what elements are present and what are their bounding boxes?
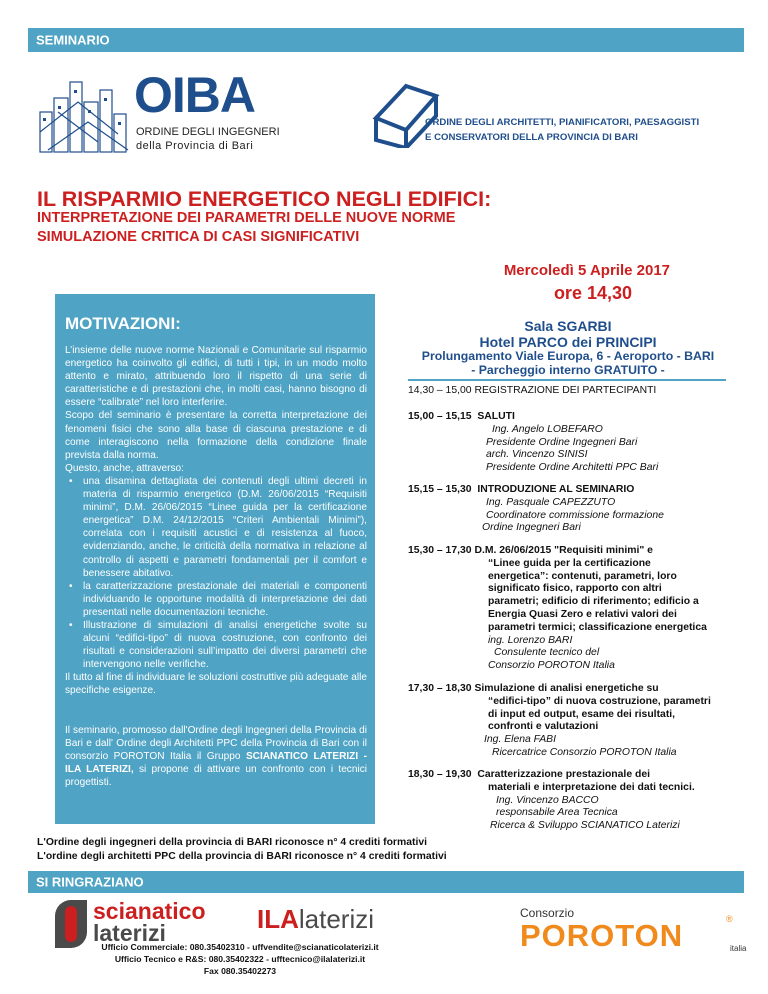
speaker-line: Presidente Ordine Ingegneri Bari: [486, 436, 638, 448]
session-desc: “Linee guida per la certificazione: [488, 557, 651, 569]
speaker-line: Ing. Pasquale CAPEZZUTO: [486, 496, 616, 508]
session-title: INTRODUZIONE AL SEMINARIO: [477, 484, 635, 495]
session-desc: di input ed output, esame dei risultati,: [488, 708, 676, 720]
motivazioni-list: [65, 475, 367, 671]
scianatico-word2: laterizi: [93, 920, 166, 946]
session-title: Caratterizzazione prestazionale dei: [477, 769, 650, 780]
registered-icon: ®: [726, 914, 733, 924]
program-session-2: [408, 411, 728, 475]
architects-line1: ORDINE DEGLI ARCHITETTI, PIANIFICATORI, PAESAGGISTI: [425, 117, 700, 128]
oiba-logo: [38, 67, 298, 156]
session-desc: parametri termici; classificazione energetica: [488, 621, 707, 633]
oiba-mark: OIBA: [134, 67, 255, 123]
speaker-line: Coordinatore commissione formazione: [486, 509, 664, 521]
session-desc: “edifici-tipo” di nuova costruzione, parametri: [488, 695, 711, 707]
motivazioni-p4: Il tutto al fine di individuare le soluzioni costruttive più adeguate alle specifiche esigenze.: [65, 672, 367, 697]
ila-mark: ILA: [257, 904, 299, 934]
session-desc: Energia Quasi Zero e relativi valori dei: [488, 608, 677, 620]
oiba-line2: della Provincia di Bari: [136, 140, 254, 152]
subtitle-2: SIMULAZIONE CRITICA DI CASI SIGNIFICATIVI: [37, 229, 360, 245]
speaker-line: Ricerca & Sviluppo SCIANATICO Laterizi: [490, 820, 680, 832]
seminar-header-bar: [28, 28, 744, 52]
program-session-1: [408, 385, 728, 398]
contact-sales: Ufficio Commerciale: 080.35402310 - uffvendite@scianaticolaterizi.it: [101, 942, 379, 952]
ila-logo: [257, 904, 374, 935]
session-time: 15,00 – 15,15: [408, 411, 472, 422]
program-session-3: [408, 484, 728, 535]
program-session-4: [408, 545, 728, 673]
motivazioni-heading: MOTIVAZIONI:: [65, 314, 181, 333]
speaker-line: Ing. Vincenzo BACCO: [496, 794, 599, 806]
session-title: D.M. 26/06/2015 "Requisiti minimi" e: [474, 545, 653, 556]
architects-line2: E CONSERVATORI DELLA PROVINCIA DI BARI: [425, 132, 638, 143]
ila-word: laterizi: [298, 904, 375, 934]
event-time: ore 14,30: [553, 283, 632, 303]
motivazioni-p1: L’insieme delle nuove norme Nazionali e Comunitarie sul risparmio energetico ha coinvolto gli edifici, di tutti i tipi, in un modo molto attento e mirato, attribuendo loro il rispetto di una serie di caratteristiche e di prestazioni che, in molti casi, hanno bisogno di essere “calibrate” nel loro interferire.: [65, 345, 367, 409]
motivazioni-box: [55, 294, 375, 824]
poroton-sub: italia: [730, 944, 747, 953]
session-desc: confronti e valutazioni: [488, 721, 599, 733]
city-skyline-icon: [38, 72, 136, 156]
program-session-6: [408, 769, 728, 833]
session-title: SALUTI: [477, 411, 515, 422]
event-room: Sala SGARBI: [524, 318, 612, 334]
speaker-line: Ing. Elena FABI: [484, 734, 557, 746]
poroton-wordmark: POROTON: [520, 918, 684, 953]
session-desc: energetica”: contenuti, parametri, loro: [488, 570, 677, 582]
speaker-line: responsabile Area Tecnica: [496, 807, 618, 819]
sponsor-group-name: SCIANATICO LATERIZI - ILA LATERIZI,: [65, 750, 367, 775]
contact-fax: Fax 080.35402273: [203, 966, 277, 976]
credit-engineers: L'Ordine degli ingegneri della provincia di BARI riconosce n° 4 crediti formativi: [37, 837, 428, 848]
session-time: 17,30 – 18,30: [408, 683, 472, 694]
speaker-line: Consorzio POROTON Italia: [488, 660, 615, 672]
program-session-5: [408, 683, 728, 760]
subtitle-1: INTERPRETAZIONE DEI PARAMETRI DELLE NUOVE NORME: [37, 210, 456, 226]
main-title: IL RISPARMIO ENERGETICO NEGLI EDIFICI:: [37, 187, 492, 211]
thanks-bar: [28, 871, 744, 893]
session-time: 18,30 – 19,30: [408, 769, 472, 780]
motivazioni-p3: Questo, anche, attraverso:: [65, 462, 184, 474]
speaker-line: Ing. Angelo LOBEFARO: [492, 423, 603, 435]
speaker-line: Ricercatrice Consorzio POROTON Italia: [492, 746, 677, 758]
sponsor-contacts: [70, 941, 410, 977]
motivazioni-p2: Scopo del seminario è presentare la corretta interpretazione dei fenomeni fisici che sono alla base di ciascuna prestazione e di come interagiscono nella formazione della condizione finale prevista dalla norma.: [65, 410, 367, 461]
session-time: 14,30 – 15,00: [408, 385, 472, 396]
speaker-line: Presidente Ordine Architetti PPC Bari: [486, 462, 659, 474]
session-title: REGISTRAZIONE DEI PARTECIPANTI: [474, 385, 657, 396]
credit-architects: L'ordine degli architetti PPC della provincia di BARI riconosce n° 4 crediti formativi: [37, 851, 447, 862]
event-address: Prolungamento Viale Europa, 6 - Aeroporto - BARI: [421, 349, 715, 363]
event-hotel: Hotel PARCO dei PRINCIPI: [479, 334, 657, 350]
speaker-line: arch. Vincenzo SINISI: [486, 449, 588, 461]
speaker-line: ing. Lorenzo BARI: [488, 634, 573, 646]
event-parking: - Parcheggio interno GRATUITO -: [471, 363, 665, 377]
motivazioni-p5: Il seminario, promosso dall'Ordine degli Ingegneri della Provincia di Bari e dall' Ordine degli Architetti PPC della Provincia di Bari con il consorzio POROTON Italia il Gruppo SCIANATICO LATERIZI - ILA LATERIZI, si propone di attivare un confronto con i tecnici progettisti.: [65, 724, 367, 788]
motivazioni-bullet-1: • una disamina dettagliata dei contenuti degli ultimi decreti in materia di risparmio energetico (D.M. 26/06/2015 “Requisiti minimi”, D.M. 26/06/2015 “Linee guida per la certificazione energetica” D.M. 24/12/2015 “Criteri Ambientali Minimi”), correlata con i requisiti acustici e di resistenza al fuoco, evidenziando, anche, le criticità della normativa in relazione al controllo di aspetti e parametri fondamentali per il comfort e benessere abitativo.: [83, 475, 367, 580]
poroton-top: Consorzio: [520, 906, 575, 920]
motivazioni-bullet-2: • la caratterizzazione prestazionale dei materiali e componenti individuando le opportune modalità di interpretazione dei dati presentati nelle documentazioni tecniche.: [83, 580, 367, 619]
oiba-line1: ORDINE DEGLI INGEGNERI: [136, 126, 280, 138]
speaker-line: Ordine Ingegneri Bari: [482, 522, 581, 534]
contact-tech: Ufficio Tecnico e R&S: 080.35402322 - ufftecnico@ilalaterizi.it: [114, 954, 366, 964]
session-desc: parametri; edificio di riferimento; edificio a: [488, 596, 699, 608]
program-separator: [408, 379, 726, 381]
motivazioni-text: [65, 344, 367, 789]
event-date: Mercoledì 5 Aprile 2017: [503, 262, 670, 279]
session-time: 15,15 – 15,30: [408, 484, 472, 495]
session-time: 15,30 – 17,30: [408, 545, 472, 556]
scianatico-word1: scianatico: [93, 898, 206, 924]
speaker-line: Consulente tecnico del: [494, 647, 600, 659]
seminar-label: SEMINARIO: [36, 32, 110, 48]
thanks-label: SI RINGRAZIANO: [36, 874, 144, 890]
session-desc: significato fisico, rapporto con altri: [488, 583, 662, 595]
motivazioni-bullet-3: • Illustrazione di simulazioni di analisi energetiche svolte su alcuni “edifici-tipo” di nuova costruzione, con confronto dei risultati e considerazioni sull’impatto dei diversi parametri che intervengono nelle verifiche.: [83, 619, 367, 671]
scianatico-accent-icon: [65, 906, 77, 942]
session-title: Simulazione di analisi energetiche su: [474, 683, 659, 694]
poroton-logo: [520, 906, 750, 966]
session-desc: materiali e interpretazione dei dati tecnici.: [488, 781, 695, 793]
